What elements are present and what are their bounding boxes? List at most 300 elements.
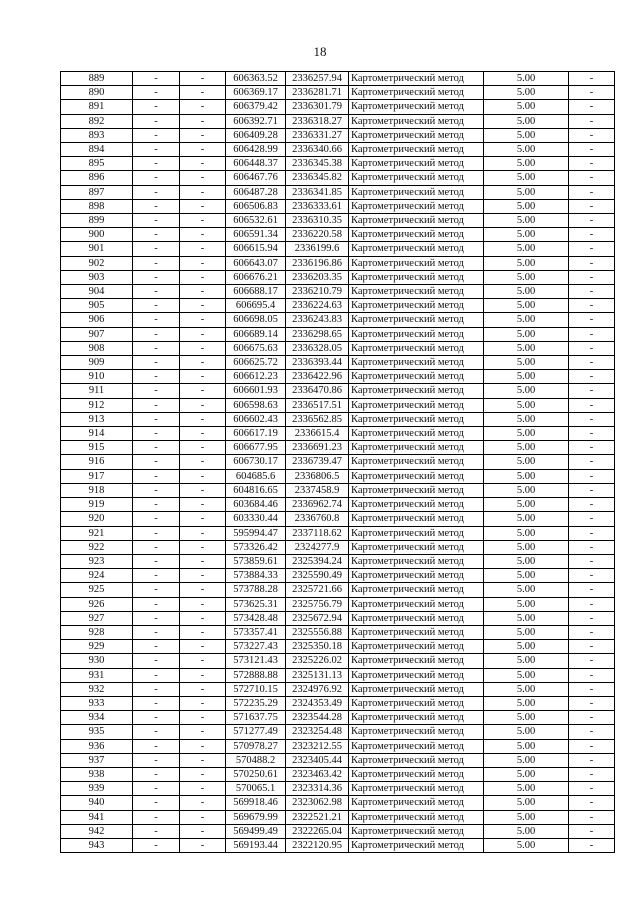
col2-cell: - bbox=[133, 540, 180, 554]
x-coordinate-cell: 606598.63 bbox=[226, 398, 286, 412]
col3-cell: - bbox=[180, 810, 226, 824]
col3-cell: - bbox=[180, 838, 226, 852]
x-coordinate-cell: 571277.49 bbox=[226, 725, 286, 739]
page-number: 18 bbox=[313, 44, 327, 59]
col2-cell: - bbox=[133, 455, 180, 469]
x-coordinate-cell: 571637.75 bbox=[226, 711, 286, 725]
method-cell: Картометрический метод bbox=[349, 114, 484, 128]
y-coordinate-cell: 2337118.62 bbox=[286, 526, 349, 540]
col8-cell: - bbox=[569, 398, 615, 412]
accuracy-cell: 5.00 bbox=[484, 285, 569, 299]
x-coordinate-cell: 606601.93 bbox=[226, 384, 286, 398]
point-number-cell: 898 bbox=[61, 199, 133, 213]
y-coordinate-cell: 2336470.86 bbox=[286, 384, 349, 398]
col2-cell: - bbox=[133, 611, 180, 625]
method-cell: Картометрический метод bbox=[349, 554, 484, 568]
x-coordinate-cell: 570978.27 bbox=[226, 739, 286, 753]
x-coordinate-cell: 606428.99 bbox=[226, 143, 286, 157]
accuracy-cell: 5.00 bbox=[484, 597, 569, 611]
method-cell: Картометрический метод bbox=[349, 100, 484, 114]
col3-cell: - bbox=[180, 682, 226, 696]
y-coordinate-cell: 2336422.96 bbox=[286, 370, 349, 384]
point-number-cell: 935 bbox=[61, 725, 133, 739]
accuracy-cell: 5.00 bbox=[484, 611, 569, 625]
col2-cell: - bbox=[133, 412, 180, 426]
point-number-cell: 901 bbox=[61, 242, 133, 256]
accuracy-cell: 5.00 bbox=[484, 185, 569, 199]
col3-cell: - bbox=[180, 526, 226, 540]
y-coordinate-cell: 2336310.35 bbox=[286, 214, 349, 228]
x-coordinate-cell: 606695.4 bbox=[226, 299, 286, 313]
col8-cell: - bbox=[569, 427, 615, 441]
point-number-cell: 900 bbox=[61, 228, 133, 242]
table-row bbox=[61, 384, 615, 398]
y-coordinate-cell: 2323254.48 bbox=[286, 725, 349, 739]
method-cell: Картометрический метод bbox=[349, 171, 484, 185]
y-coordinate-cell: 2323314.36 bbox=[286, 782, 349, 796]
table-row bbox=[61, 412, 615, 426]
method-cell: Картометрический метод bbox=[349, 427, 484, 441]
method-cell: Картометрический метод bbox=[349, 526, 484, 540]
x-coordinate-cell: 606615.94 bbox=[226, 242, 286, 256]
accuracy-cell: 5.00 bbox=[484, 739, 569, 753]
point-number-cell: 937 bbox=[61, 753, 133, 767]
point-number-cell: 938 bbox=[61, 767, 133, 781]
col8-cell: - bbox=[569, 483, 615, 497]
accuracy-cell: 5.00 bbox=[484, 356, 569, 370]
accuracy-cell: 5.00 bbox=[484, 767, 569, 781]
col2-cell: - bbox=[133, 654, 180, 668]
table-row bbox=[61, 554, 615, 568]
accuracy-cell: 5.00 bbox=[484, 654, 569, 668]
col2-cell: - bbox=[133, 72, 180, 86]
col8-cell: - bbox=[569, 455, 615, 469]
col8-cell: - bbox=[569, 654, 615, 668]
y-coordinate-cell: 2336328.05 bbox=[286, 341, 349, 355]
table-row bbox=[61, 711, 615, 725]
point-number-cell: 907 bbox=[61, 327, 133, 341]
col2-cell: - bbox=[133, 341, 180, 355]
y-coordinate-cell: 2336257.94 bbox=[286, 72, 349, 86]
col2-cell: - bbox=[133, 796, 180, 810]
accuracy-cell: 5.00 bbox=[484, 469, 569, 483]
col3-cell: - bbox=[180, 185, 226, 199]
col3-cell: - bbox=[180, 597, 226, 611]
col2-cell: - bbox=[133, 313, 180, 327]
coordinates-table bbox=[60, 71, 615, 853]
col8-cell: - bbox=[569, 72, 615, 86]
y-coordinate-cell: 2325672.94 bbox=[286, 611, 349, 625]
y-coordinate-cell: 2323463.42 bbox=[286, 767, 349, 781]
table-row bbox=[61, 356, 615, 370]
accuracy-cell: 5.00 bbox=[484, 199, 569, 213]
accuracy-cell: 5.00 bbox=[484, 427, 569, 441]
x-coordinate-cell: 604685.6 bbox=[226, 469, 286, 483]
table-row bbox=[61, 597, 615, 611]
y-coordinate-cell: 2324976.92 bbox=[286, 682, 349, 696]
y-coordinate-cell: 2324353.49 bbox=[286, 696, 349, 710]
col8-cell: - bbox=[569, 370, 615, 384]
point-number-cell: 893 bbox=[61, 128, 133, 142]
point-number-cell: 903 bbox=[61, 270, 133, 284]
x-coordinate-cell: 606689.14 bbox=[226, 327, 286, 341]
col2-cell: - bbox=[133, 711, 180, 725]
point-number-cell: 942 bbox=[61, 824, 133, 838]
point-number-cell: 889 bbox=[61, 72, 133, 86]
y-coordinate-cell: 2337458.9 bbox=[286, 483, 349, 497]
col3-cell: - bbox=[180, 782, 226, 796]
point-number-cell: 902 bbox=[61, 256, 133, 270]
method-cell: Картометрический метод bbox=[349, 341, 484, 355]
method-cell: Картометрический метод bbox=[349, 370, 484, 384]
x-coordinate-cell: 569679.99 bbox=[226, 810, 286, 824]
table-row bbox=[61, 512, 615, 526]
col3-cell: - bbox=[180, 824, 226, 838]
col8-cell: - bbox=[569, 682, 615, 696]
col2-cell: - bbox=[133, 498, 180, 512]
x-coordinate-cell: 573788.28 bbox=[226, 583, 286, 597]
y-coordinate-cell: 2325721.66 bbox=[286, 583, 349, 597]
point-number-cell: 927 bbox=[61, 611, 133, 625]
table-row bbox=[61, 696, 615, 710]
x-coordinate-cell: 606602.43 bbox=[226, 412, 286, 426]
accuracy-cell: 5.00 bbox=[484, 512, 569, 526]
col3-cell: - bbox=[180, 199, 226, 213]
col8-cell: - bbox=[569, 327, 615, 341]
accuracy-cell: 5.00 bbox=[484, 214, 569, 228]
col3-cell: - bbox=[180, 398, 226, 412]
x-coordinate-cell: 606448.37 bbox=[226, 157, 286, 171]
accuracy-cell: 5.00 bbox=[484, 483, 569, 497]
y-coordinate-cell: 2336281.71 bbox=[286, 86, 349, 100]
table-row bbox=[61, 327, 615, 341]
point-number-cell: 929 bbox=[61, 640, 133, 654]
accuracy-cell: 5.00 bbox=[484, 569, 569, 583]
method-cell: Картометрический метод bbox=[349, 498, 484, 512]
accuracy-cell: 5.00 bbox=[484, 171, 569, 185]
point-number-cell: 915 bbox=[61, 441, 133, 455]
y-coordinate-cell: 2336318.27 bbox=[286, 114, 349, 128]
method-cell: Картометрический метод bbox=[349, 796, 484, 810]
col8-cell: - bbox=[569, 753, 615, 767]
accuracy-cell: 5.00 bbox=[484, 796, 569, 810]
col3-cell: - bbox=[180, 583, 226, 597]
accuracy-cell: 5.00 bbox=[484, 398, 569, 412]
x-coordinate-cell: 606506.83 bbox=[226, 199, 286, 213]
table-row bbox=[61, 640, 615, 654]
table-row bbox=[61, 469, 615, 483]
col8-cell: - bbox=[569, 810, 615, 824]
table-row bbox=[61, 441, 615, 455]
method-cell: Картометрический метод bbox=[349, 256, 484, 270]
table-row bbox=[61, 242, 615, 256]
method-cell: Картометрический метод bbox=[349, 569, 484, 583]
col2-cell: - bbox=[133, 384, 180, 398]
x-coordinate-cell: 606409.28 bbox=[226, 128, 286, 142]
y-coordinate-cell: 2336298.65 bbox=[286, 327, 349, 341]
point-number-cell: 940 bbox=[61, 796, 133, 810]
accuracy-cell: 5.00 bbox=[484, 228, 569, 242]
table-row bbox=[61, 782, 615, 796]
y-coordinate-cell: 2336224.63 bbox=[286, 299, 349, 313]
accuracy-cell: 5.00 bbox=[484, 256, 569, 270]
point-number-cell: 910 bbox=[61, 370, 133, 384]
col3-cell: - bbox=[180, 739, 226, 753]
col8-cell: - bbox=[569, 526, 615, 540]
method-cell: Картометрический метод bbox=[349, 711, 484, 725]
table-row bbox=[61, 128, 615, 142]
col2-cell: - bbox=[133, 725, 180, 739]
method-cell: Картометрический метод bbox=[349, 327, 484, 341]
col8-cell: - bbox=[569, 569, 615, 583]
col2-cell: - bbox=[133, 398, 180, 412]
col2-cell: - bbox=[133, 838, 180, 852]
x-coordinate-cell: 570488.2 bbox=[226, 753, 286, 767]
y-coordinate-cell: 2323405.44 bbox=[286, 753, 349, 767]
x-coordinate-cell: 572710.15 bbox=[226, 682, 286, 696]
col2-cell: - bbox=[133, 625, 180, 639]
y-coordinate-cell: 2323212.55 bbox=[286, 739, 349, 753]
point-number-cell: 924 bbox=[61, 569, 133, 583]
col2-cell: - bbox=[133, 682, 180, 696]
method-cell: Картометрический метод bbox=[349, 767, 484, 781]
col2-cell: - bbox=[133, 469, 180, 483]
col8-cell: - bbox=[569, 640, 615, 654]
accuracy-cell: 5.00 bbox=[484, 682, 569, 696]
col2-cell: - bbox=[133, 100, 180, 114]
col2-cell: - bbox=[133, 299, 180, 313]
method-cell: Картометрический метод bbox=[349, 199, 484, 213]
accuracy-cell: 5.00 bbox=[484, 640, 569, 654]
table-row bbox=[61, 668, 615, 682]
x-coordinate-cell: 606532.61 bbox=[226, 214, 286, 228]
col2-cell: - bbox=[133, 512, 180, 526]
y-coordinate-cell: 2336331.27 bbox=[286, 128, 349, 142]
x-coordinate-cell: 606369.17 bbox=[226, 86, 286, 100]
table-row bbox=[61, 455, 615, 469]
y-coordinate-cell: 2336739.47 bbox=[286, 455, 349, 469]
col3-cell: - bbox=[180, 256, 226, 270]
method-cell: Картометрический метод bbox=[349, 228, 484, 242]
y-coordinate-cell: 2336691.23 bbox=[286, 441, 349, 455]
method-cell: Картометрический метод bbox=[349, 242, 484, 256]
col2-cell: - bbox=[133, 441, 180, 455]
col3-cell: - bbox=[180, 540, 226, 554]
y-coordinate-cell: 2336341.85 bbox=[286, 185, 349, 199]
col3-cell: - bbox=[180, 711, 226, 725]
col3-cell: - bbox=[180, 228, 226, 242]
method-cell: Картометрический метод bbox=[349, 72, 484, 86]
accuracy-cell: 5.00 bbox=[484, 157, 569, 171]
accuracy-cell: 5.00 bbox=[484, 327, 569, 341]
table-row bbox=[61, 654, 615, 668]
point-number-cell: 890 bbox=[61, 86, 133, 100]
method-cell: Картометрический метод bbox=[349, 313, 484, 327]
accuracy-cell: 5.00 bbox=[484, 299, 569, 313]
accuracy-cell: 5.00 bbox=[484, 86, 569, 100]
method-cell: Картометрический метод bbox=[349, 483, 484, 497]
y-coordinate-cell: 2336345.82 bbox=[286, 171, 349, 185]
col2-cell: - bbox=[133, 228, 180, 242]
col3-cell: - bbox=[180, 498, 226, 512]
col2-cell: - bbox=[133, 554, 180, 568]
table-row bbox=[61, 796, 615, 810]
col2-cell: - bbox=[133, 483, 180, 497]
table-row bbox=[61, 583, 615, 597]
col8-cell: - bbox=[569, 611, 615, 625]
point-number-cell: 897 bbox=[61, 185, 133, 199]
x-coordinate-cell: 606612.23 bbox=[226, 370, 286, 384]
col8-cell: - bbox=[569, 100, 615, 114]
col3-cell: - bbox=[180, 455, 226, 469]
table-row bbox=[61, 370, 615, 384]
method-cell: Картометрический метод bbox=[349, 640, 484, 654]
col3-cell: - bbox=[180, 341, 226, 355]
col2-cell: - bbox=[133, 753, 180, 767]
col2-cell: - bbox=[133, 114, 180, 128]
accuracy-cell: 5.00 bbox=[484, 838, 569, 852]
point-number-cell: 906 bbox=[61, 313, 133, 327]
accuracy-cell: 5.00 bbox=[484, 554, 569, 568]
y-coordinate-cell: 2322265.04 bbox=[286, 824, 349, 838]
point-number-cell: 905 bbox=[61, 299, 133, 313]
col2-cell: - bbox=[133, 583, 180, 597]
accuracy-cell: 5.00 bbox=[484, 270, 569, 284]
col8-cell: - bbox=[569, 270, 615, 284]
table-row bbox=[61, 256, 615, 270]
col3-cell: - bbox=[180, 725, 226, 739]
table-row bbox=[61, 341, 615, 355]
col8-cell: - bbox=[569, 285, 615, 299]
col8-cell: - bbox=[569, 512, 615, 526]
method-cell: Картометрический метод bbox=[349, 512, 484, 526]
col3-cell: - bbox=[180, 611, 226, 625]
x-coordinate-cell: 573121.43 bbox=[226, 654, 286, 668]
table-row bbox=[61, 185, 615, 199]
col8-cell: - bbox=[569, 242, 615, 256]
accuracy-cell: 5.00 bbox=[484, 441, 569, 455]
col2-cell: - bbox=[133, 256, 180, 270]
accuracy-cell: 5.00 bbox=[484, 143, 569, 157]
y-coordinate-cell: 2336210.79 bbox=[286, 285, 349, 299]
accuracy-cell: 5.00 bbox=[484, 583, 569, 597]
x-coordinate-cell: 606643.07 bbox=[226, 256, 286, 270]
method-cell: Картометрический метод bbox=[349, 654, 484, 668]
point-number-cell: 920 bbox=[61, 512, 133, 526]
col2-cell: - bbox=[133, 739, 180, 753]
point-number-cell: 912 bbox=[61, 398, 133, 412]
y-coordinate-cell: 2336562.85 bbox=[286, 412, 349, 426]
table-row bbox=[61, 100, 615, 114]
y-coordinate-cell: 2336962.74 bbox=[286, 498, 349, 512]
col8-cell: - bbox=[569, 256, 615, 270]
table-row bbox=[61, 299, 615, 313]
accuracy-cell: 5.00 bbox=[484, 341, 569, 355]
x-coordinate-cell: 606617.19 bbox=[226, 427, 286, 441]
accuracy-cell: 5.00 bbox=[484, 696, 569, 710]
col2-cell: - bbox=[133, 157, 180, 171]
col2-cell: - bbox=[133, 640, 180, 654]
col2-cell: - bbox=[133, 526, 180, 540]
method-cell: Картометрический метод bbox=[349, 128, 484, 142]
point-number-cell: 928 bbox=[61, 625, 133, 639]
y-coordinate-cell: 2324277.9 bbox=[286, 540, 349, 554]
col8-cell: - bbox=[569, 696, 615, 710]
method-cell: Картометрический метод bbox=[349, 611, 484, 625]
table-row bbox=[61, 725, 615, 739]
x-coordinate-cell: 573357.41 bbox=[226, 625, 286, 639]
table-row bbox=[61, 398, 615, 412]
col8-cell: - bbox=[569, 341, 615, 355]
table-row bbox=[61, 199, 615, 213]
col8-cell: - bbox=[569, 498, 615, 512]
accuracy-cell: 5.00 bbox=[484, 242, 569, 256]
col3-cell: - bbox=[180, 157, 226, 171]
x-coordinate-cell: 603330.44 bbox=[226, 512, 286, 526]
x-coordinate-cell: 606677.95 bbox=[226, 441, 286, 455]
col2-cell: - bbox=[133, 427, 180, 441]
y-coordinate-cell: 2323062.98 bbox=[286, 796, 349, 810]
x-coordinate-cell: 573227.43 bbox=[226, 640, 286, 654]
col8-cell: - bbox=[569, 199, 615, 213]
col2-cell: - bbox=[133, 569, 180, 583]
col8-cell: - bbox=[569, 441, 615, 455]
col3-cell: - bbox=[180, 767, 226, 781]
point-number-cell: 896 bbox=[61, 171, 133, 185]
method-cell: Картометрический метод bbox=[349, 299, 484, 313]
method-cell: Картометрический метод bbox=[349, 725, 484, 739]
accuracy-cell: 5.00 bbox=[484, 753, 569, 767]
x-coordinate-cell: 606487.28 bbox=[226, 185, 286, 199]
point-number-cell: 899 bbox=[61, 214, 133, 228]
method-cell: Картометрический метод bbox=[349, 384, 484, 398]
col3-cell: - bbox=[180, 654, 226, 668]
col2-cell: - bbox=[133, 185, 180, 199]
accuracy-cell: 5.00 bbox=[484, 540, 569, 554]
accuracy-cell: 5.00 bbox=[484, 384, 569, 398]
table-row bbox=[61, 143, 615, 157]
x-coordinate-cell: 573326.42 bbox=[226, 540, 286, 554]
col3-cell: - bbox=[180, 143, 226, 157]
col2-cell: - bbox=[133, 810, 180, 824]
x-coordinate-cell: 606730.17 bbox=[226, 455, 286, 469]
point-number-cell: 911 bbox=[61, 384, 133, 398]
x-coordinate-cell: 595994.47 bbox=[226, 526, 286, 540]
y-coordinate-cell: 2325756.79 bbox=[286, 597, 349, 611]
col8-cell: - bbox=[569, 384, 615, 398]
method-cell: Картометрический метод bbox=[349, 838, 484, 852]
table-row bbox=[61, 611, 615, 625]
col3-cell: - bbox=[180, 696, 226, 710]
y-coordinate-cell: 2336345.38 bbox=[286, 157, 349, 171]
y-coordinate-cell: 2322120.95 bbox=[286, 838, 349, 852]
y-coordinate-cell: 2325394.24 bbox=[286, 554, 349, 568]
col8-cell: - bbox=[569, 412, 615, 426]
method-cell: Картометрический метод bbox=[349, 753, 484, 767]
col3-cell: - bbox=[180, 214, 226, 228]
point-number-cell: 939 bbox=[61, 782, 133, 796]
col8-cell: - bbox=[569, 299, 615, 313]
col8-cell: - bbox=[569, 668, 615, 682]
col2-cell: - bbox=[133, 370, 180, 384]
accuracy-cell: 5.00 bbox=[484, 412, 569, 426]
method-cell: Картометрический метод bbox=[349, 412, 484, 426]
col2-cell: - bbox=[133, 128, 180, 142]
point-number-cell: 922 bbox=[61, 540, 133, 554]
table-row bbox=[61, 214, 615, 228]
accuracy-cell: 5.00 bbox=[484, 782, 569, 796]
accuracy-cell: 5.00 bbox=[484, 114, 569, 128]
